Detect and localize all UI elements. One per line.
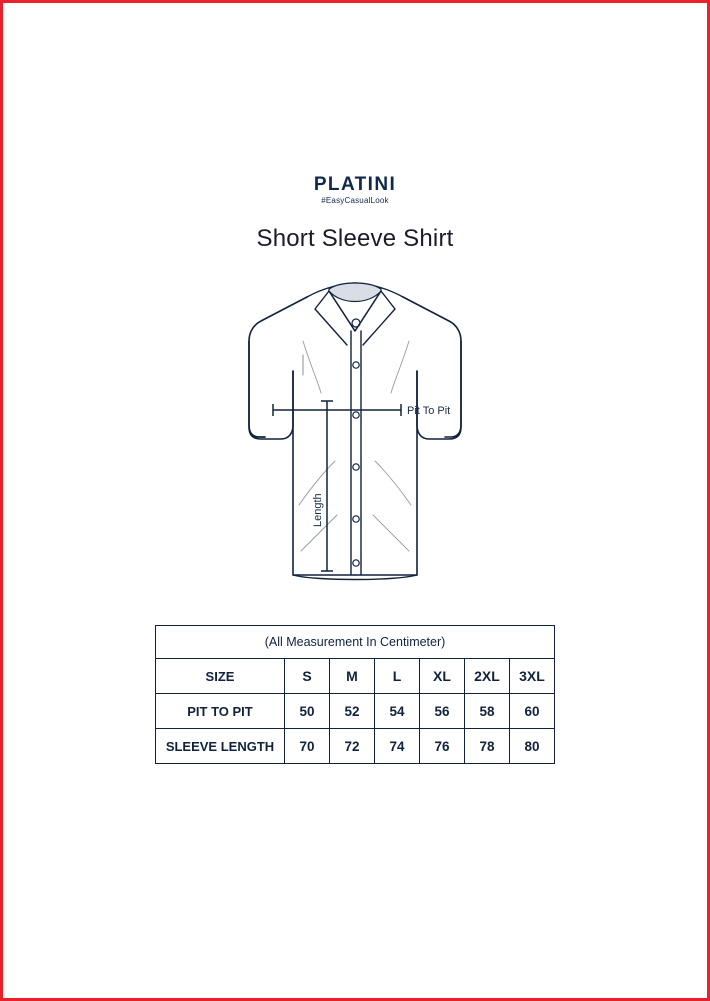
cell-pit-to-pit-xl: 56	[419, 694, 464, 729]
cell-sleeve-length-s: 70	[284, 729, 329, 764]
brand-tagline: #EasyCasualLook	[321, 196, 389, 205]
size-cell-l: L	[374, 659, 419, 694]
shirt-drawing	[195, 275, 515, 595]
table-row-sizes	[156, 659, 555, 694]
size-cell-s: S	[284, 659, 329, 694]
cell-sleeve-length-2xl: 78	[464, 729, 509, 764]
cell-pit-to-pit-s: 50	[284, 694, 329, 729]
page-title: Short Sleeve Shirt	[256, 225, 454, 252]
cell-sleeve-length-3xl: 80	[509, 729, 554, 764]
row-label-sleeve-length: SLEEVE LENGTH	[156, 729, 285, 764]
size-cell-2xl: 2XL	[464, 659, 509, 694]
brand-name: PLATINI	[313, 174, 397, 195]
cell-sleeve-length-xl: 76	[419, 729, 464, 764]
cell-sleeve-length-l: 74	[374, 729, 419, 764]
size-cell-xl: XL	[419, 659, 464, 694]
shirt-illustration	[195, 275, 515, 595]
length-label: Length	[312, 493, 324, 527]
cell-pit-to-pit-2xl: 58	[464, 694, 509, 729]
unit-note-cell: (All Measurement In Centimeter)	[156, 626, 555, 659]
size-cell-3xl: 3XL	[509, 659, 554, 694]
table-row-unit-note	[156, 626, 555, 659]
cell-sleeve-length-m: 72	[329, 729, 374, 764]
brand-block	[314, 175, 396, 205]
size-cell-m: M	[329, 659, 374, 694]
size-header-cell: SIZE	[156, 659, 285, 694]
cell-pit-to-pit-m: 52	[329, 694, 374, 729]
page-content	[3, 3, 707, 998]
table-row	[156, 694, 555, 729]
cell-pit-to-pit-3xl: 60	[509, 694, 554, 729]
size-table	[155, 625, 555, 764]
pit-to-pit-label: Pit To Pit	[407, 405, 451, 417]
cell-pit-to-pit-l: 54	[374, 694, 419, 729]
table-row	[156, 729, 555, 764]
row-label-pit-to-pit: PIT TO PIT	[156, 694, 285, 729]
